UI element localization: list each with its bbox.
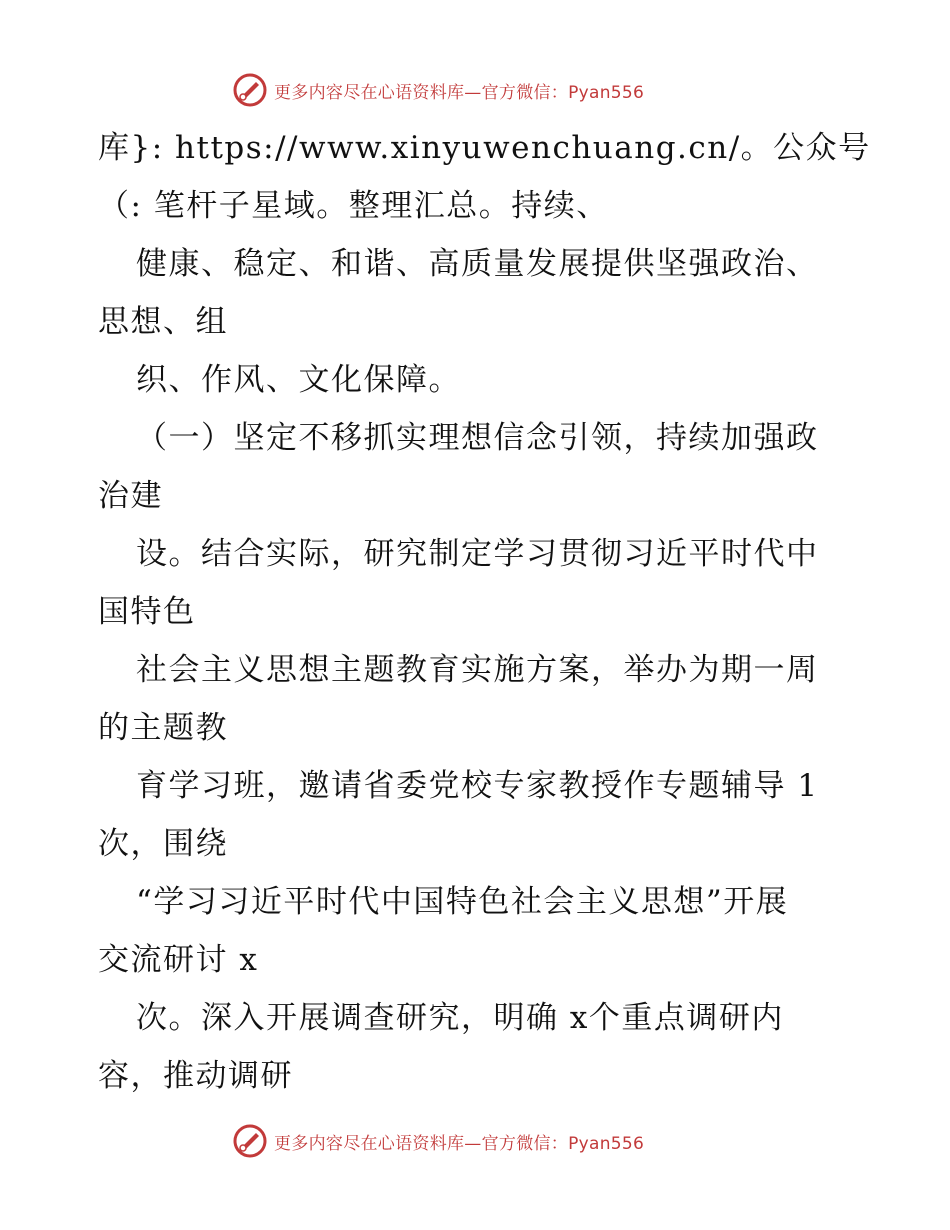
text-line: 健康、稳定、和谐、高质量发展提供坚强政治、 [136,246,819,282]
text-line: 次，围绕 [98,826,228,862]
text-line: 库}: https://www.xinyuwenchuang.cn/。公众号 [98,130,871,166]
pen-circle-logo-icon [232,72,268,108]
watermark-text: 更多内容尽在心语资料库—官方微信：Pyan556 [274,82,645,103]
text-line: 的主题教 [98,710,228,746]
pen-circle-logo-icon [232,1123,268,1159]
text-line: 国特色 [98,594,196,630]
text-line: 育学习班，邀请省委党校专家教授作专题辅导 1 [136,768,819,804]
text-line: 织、作风、文化保障。 [136,362,461,398]
text-line: 设。结合实际，研究制定学习贯彻习近平时代中 [136,536,819,572]
text-line: （一）坚定不移抓实理想信念引领，持续加强政 [136,420,819,456]
header-watermark [232,70,644,110]
text-line: 社会主义思想主题教育实施方案，举办为期一周 [136,652,819,688]
text-line: 次。深入开展调查研究，明确 x个重点调研内 [136,1000,784,1036]
text-line: “学习习近平时代中国特色社会主义思想”开展 [136,884,789,920]
text-line: 交流研讨 x [98,942,259,978]
text-line: 治建 [98,478,163,514]
text-line: 思想、组 [98,304,228,340]
text-line: （: 笔杆子星域。整理汇总。持续、 [98,188,609,224]
text-line: 容，推动调研 [98,1058,293,1094]
footer-watermark [232,1121,644,1161]
watermark-text: 更多内容尽在心语资料库—官方微信：Pyan556 [274,1133,645,1154]
